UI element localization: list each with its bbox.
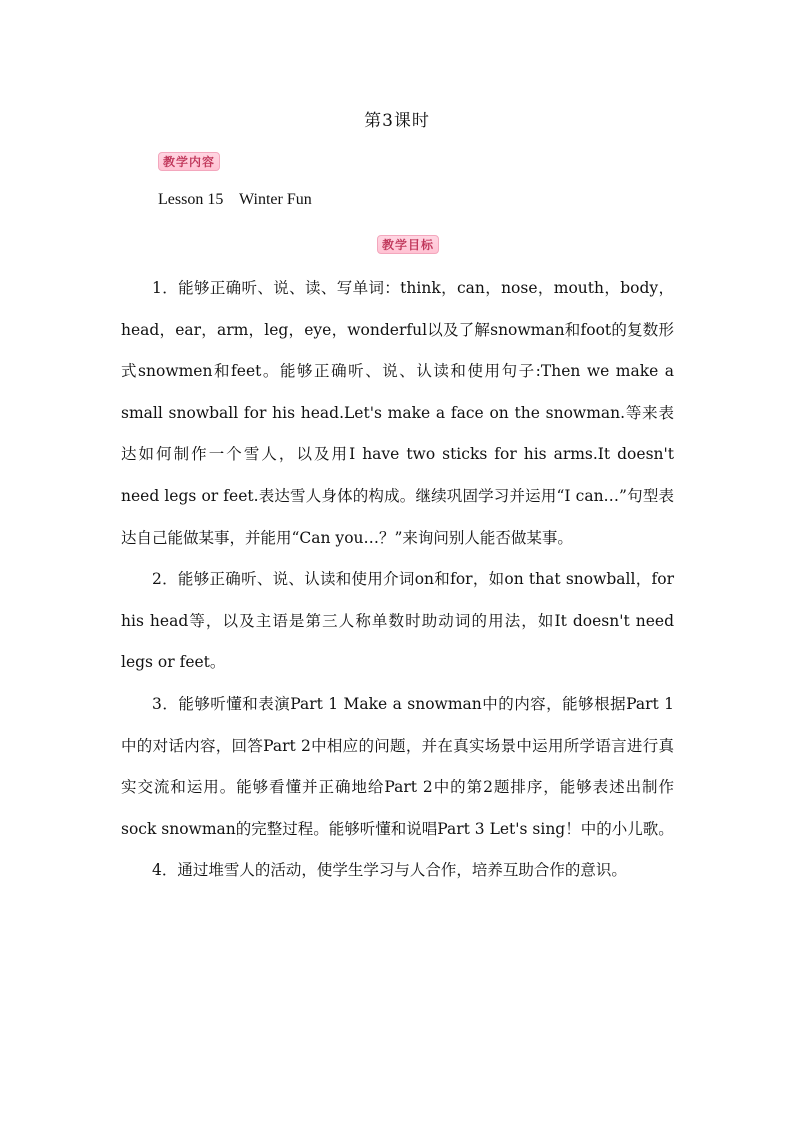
goals-body (121, 268, 674, 892)
lesson-title: Lesson 15 Winter Fun (158, 191, 312, 208)
goal-paragraph-2: 2．能够正确听、说、认读和使用介词on和for，如on that snowball，for his head等，以及主语是第三人称单数时助动词的用法，如It doesn't need legs or feet。 (121, 570, 674, 672)
goal-paragraph-4: 4．通过堆雪人的活动，使学生学习与人合作，培养互助合作的意识。 (152, 861, 627, 880)
teaching-content-badge: 教学内容 (158, 152, 220, 171)
goal-paragraph-1: 1．能够正确听、说、读、写单词：think，can，nose，mouth，body，head，ear，arm，leg，eye，wonderful以及了解snowman和foot的复数形式snowmen和feet。能够正确听、说、认读和使用句子:Then we make a small snowball for his head.Let's make a face on the snowman.等来表达如何制作一个雪人，以及用I have two sticks for his arms.It doesn't need legs or feet.表达雪人身体的构成。继续巩固学习并运用“I can…”句型表达自己能做某事，并能用“Can you…？”来询问别人能否做某事。 (121, 279, 674, 547)
goal-paragraph-3: 3．能够听懂和表演Part 1 Make a snowman中的内容，能够根据Part 1 中的对话内容，回答Part 2中相应的问题，并在真实场景中运用所学语言进行真实交流和运用。能够看懂并正确地给Part 2中的第2题排序，能够表述出制作sock snowman的完整过程。能够听懂和说唱Part 3 Let's sing！中的小儿歌。 (121, 694, 674, 838)
page-title: 第3课时 (364, 111, 430, 131)
teaching-goals-badge: 教学目标 (377, 235, 439, 254)
